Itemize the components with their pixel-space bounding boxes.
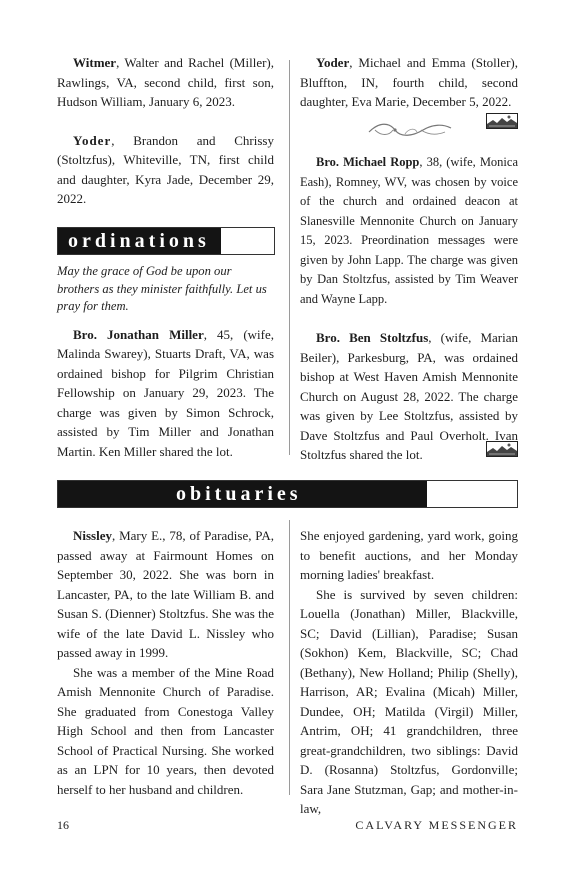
obituaries-header	[57, 480, 518, 508]
page-number: 16	[57, 818, 69, 832]
entry-name: Bro. Ben Stoltzfus	[316, 330, 429, 345]
ordination-entry-stoltzfus: Bro. Ben Stoltzfus, (wife, Marian Beiler), Parkesburg, PA, was ordained bishop at West Haven Amish Mennonite Church on August 28, 2022. The charge was given by Lee Stoltzfus, assisted by Dave Stoltzfus and Paul Overholt. Ivan Stoltzfus shared the lot.	[300, 330, 519, 462]
ordinations-right-column	[300, 153, 518, 465]
column-divider-top	[289, 60, 290, 455]
obituary-nissley-p3: She enjoyed gardening, yard work, going to benefit auctions, and her Monday morning ladies' breakfast.	[300, 528, 518, 582]
ordination-entry-miller: Bro. Jonathan Miller, 45, (wife, Malinda Swarey), Stuarts Draft, VA, was ordained bishop for Pilgrim Christian Fellowship on January 29, 2023. The charge was given by Simon Schrock, assisted by Tim Miller and Jonathan Martin. Ken Miller shared the lot.	[57, 326, 274, 459]
ordinations-left-column	[57, 263, 274, 461]
entry-name: Nissley	[73, 528, 112, 543]
ordinations-intro: May the grace of God be upon our brothers as they minister faithfully. Let us pray for them.	[57, 264, 267, 313]
birth-entry-yoder: Yoder, Brandon and Chrissy (Stoltzfus), Whiteville, TN, first child and daughter, Kyra Jade, December 29, 2022.	[57, 132, 274, 206]
obituaries-heading: obituaries	[176, 482, 302, 505]
obituary-nissley-p4: She is survived by seven children: Louella (Jonathan) Miller, Blackville, SC; David (Lillian), Paradise; Susan (Sokhon) Kem, Blackville, SC; Chad (Bethany), New Holland; Philip (Shelly), Harrison, AR; Evalina (Micah) Miller, Dundee, OH; Matilda (Virgil) Miller, Antrim, OH; 41 grandchildren, three great-grandchildren, two siblings: David D. (Rosanna) Stoltzfus, Gordonville; Sara Jane Stutzman, Gap; and mother-in-law,	[300, 586, 518, 816]
column-divider-bottom	[289, 520, 290, 795]
landscape-end-mark-icon	[486, 113, 518, 129]
top-right-column	[300, 53, 518, 112]
entry-name: Bro. Jonathan Miller	[73, 326, 204, 342]
obituaries-left-column	[57, 526, 274, 799]
birth-entry-witmer: Witmer, Walter and Rachel (Miller), Rawlings, VA, second child, first son, Hudson William, January 6, 2023.	[57, 55, 274, 109]
birth-entry-yoder-michael: Yoder, Michael and Emma (Stoller), Bluffton, IN, fourth child, second daughter, Eva Marie, December 5, 2022.	[300, 55, 518, 109]
entry-name: Witmer	[73, 55, 117, 70]
flourish-icon	[365, 118, 455, 142]
entry-name: Bro. Michael Ropp	[316, 155, 420, 169]
landscape-end-mark-icon	[486, 441, 518, 457]
obituary-nissley-p1: Nissley, Mary E., 78, of Paradise, PA, passed away at Fairmount Homes on September 30, 2022. She was born in Lancaster, PA, to the late William B. and Susan S. (Dienner) Stoltzfus. She was the wife of the late David L. Nissley who passed away in 1999.	[57, 528, 274, 660]
entry-name: Yoder	[316, 55, 350, 70]
ordinations-heading: ordinations	[68, 229, 210, 252]
top-left-column	[57, 53, 274, 209]
ordinations-header	[57, 227, 275, 255]
publication-name: CALVARY MESSENGER	[355, 818, 518, 832]
ordination-entry-ropp: Bro. Michael Ropp, 38, (wife, Monica Eash), Romney, WV, was chosen by voice of the church and ordained deacon at Slanesville Mennonite Church on January 15, 2023. Preordination messages were given by John Lapp. The charge was given by Dan Stoltzfus, assisted by Tim Weaver and Wayne Lapp.	[300, 155, 519, 306]
obituary-nissley-p2: She was a member of the Mine Road Amish Mennonite Church of Paradise. She graduated from Conestoga Valley High School and then from Lancaster School of Practical Nursing. She worked as an LPN for 10 years, then devoted herself to her husband and children.	[57, 664, 274, 797]
obituaries-right-column	[300, 526, 518, 819]
entry-name: Yoder	[73, 132, 112, 148]
